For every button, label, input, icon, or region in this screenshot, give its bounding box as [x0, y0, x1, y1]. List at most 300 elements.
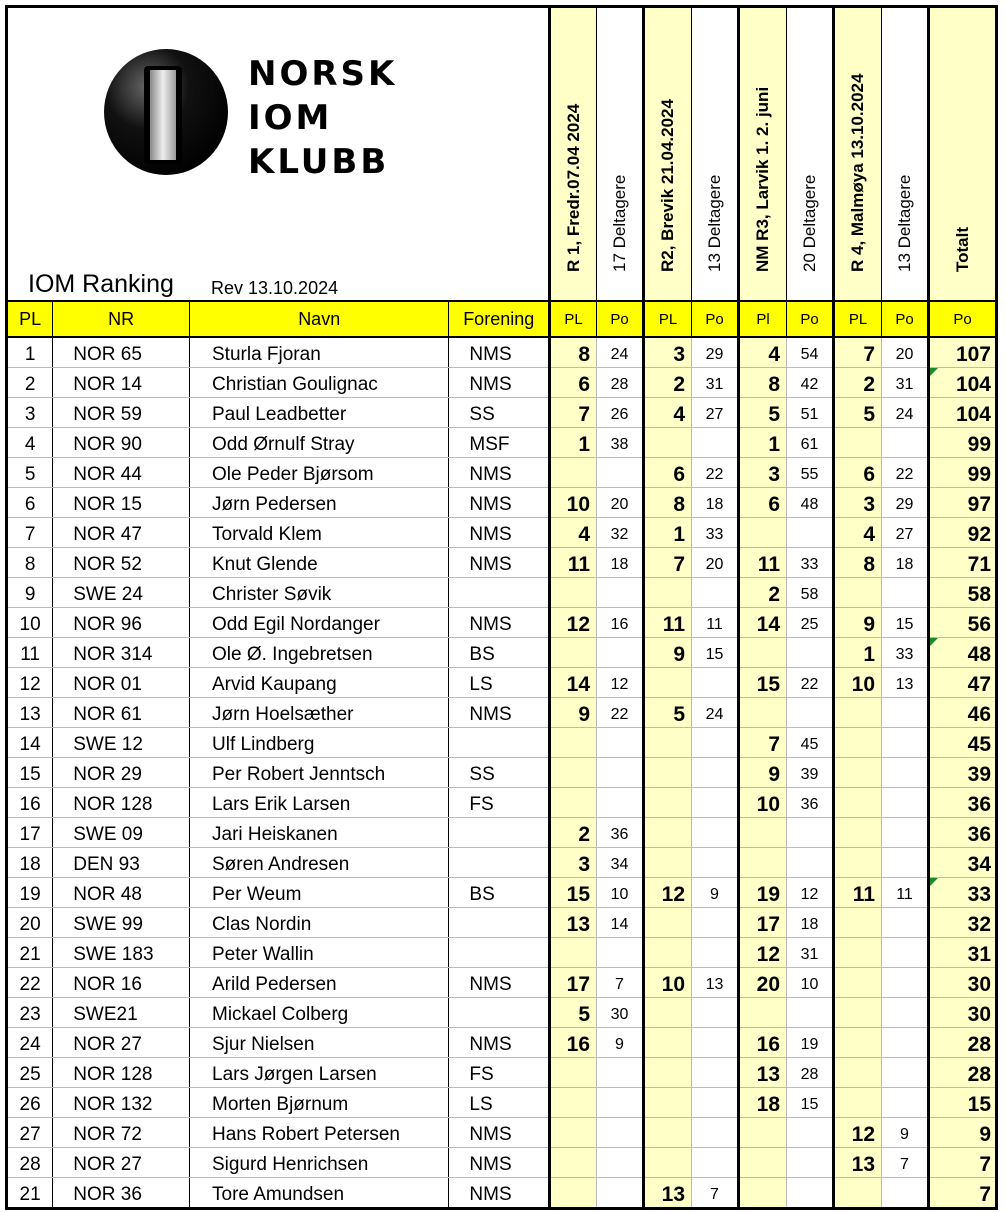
- regatta-3-points-cell: 61: [787, 428, 834, 458]
- regatta-3-points-cell: 48: [787, 488, 834, 518]
- regatta-2-points-cell: 13: [692, 968, 739, 998]
- sail-number-cell: NOR 48: [53, 878, 190, 908]
- name-cell: Lars Erik Larsen: [190, 788, 449, 818]
- regatta-3-points-cell: 19: [787, 1028, 834, 1058]
- total-points-cell: 58: [929, 578, 997, 608]
- total-points-cell: 7: [929, 1178, 997, 1209]
- rank-cell: 21: [19, 1184, 41, 1205]
- table-row: [7, 1058, 997, 1088]
- col-total-po: Po: [929, 301, 997, 337]
- regatta-4-place-cell: 10: [834, 668, 882, 698]
- regatta-2-points-cell: 20: [692, 548, 739, 578]
- regatta-1-place-cell: [550, 1058, 597, 1088]
- sail-number-cell: SWE21: [53, 998, 190, 1028]
- header-row: [7, 7, 997, 302]
- col-r3-pl: Pl: [739, 301, 787, 337]
- regatta-1-place-cell: 11: [550, 548, 597, 578]
- club-cell: LS: [449, 668, 550, 698]
- total-points-cell: 9: [929, 1118, 997, 1148]
- sail-number-cell: NOR 132: [53, 1088, 190, 1118]
- club-cell: FS: [449, 788, 550, 818]
- table-row: [7, 848, 997, 878]
- regatta-4-place-cell: 6: [834, 458, 882, 488]
- regatta-3-place-cell: 18: [739, 1088, 787, 1118]
- logo-line-1: NORSK: [248, 54, 398, 94]
- regatta-4-points-cell: [882, 818, 929, 848]
- regatta-3-place-cell: [739, 998, 787, 1028]
- col-r3-po: Po: [787, 301, 834, 337]
- table-row: [7, 758, 997, 788]
- table-row: [7, 458, 997, 488]
- regatta-2-points-cell: [692, 1028, 739, 1058]
- regatta-2-place-cell: [644, 668, 692, 698]
- rank-cell: 5: [7, 458, 53, 488]
- sail-number-cell: NOR 59: [53, 398, 190, 428]
- club-cell: [449, 848, 550, 878]
- sail-number-cell: NOR 128: [53, 788, 190, 818]
- regatta-1-points-cell: [597, 638, 644, 668]
- total-points-cell: 97: [929, 488, 997, 518]
- regatta-4-points-cell: [882, 998, 929, 1028]
- regatta-4-place-cell: [834, 818, 882, 848]
- regatta-1-place-cell: [550, 728, 597, 758]
- regatta-4-points-cell: [882, 728, 929, 758]
- regatta-1-points-cell: [597, 1058, 644, 1088]
- regatta-2-place-cell: [644, 1118, 692, 1148]
- sail-number-cell: NOR 01: [53, 668, 190, 698]
- regatta-3-points-cell: [787, 698, 834, 728]
- club-cell: NMS: [449, 1148, 550, 1178]
- regatta-2-place-cell: 6: [644, 458, 692, 488]
- regatta-4-place-cell: [834, 1088, 882, 1118]
- sail-number-cell: NOR 36: [53, 1178, 190, 1209]
- regatta-1-points-cell: [597, 758, 644, 788]
- total-points-cell: 46: [929, 698, 997, 728]
- col-r1-po: Po: [597, 301, 644, 337]
- total-points-cell: 107: [929, 337, 997, 368]
- sail-number-cell: DEN 93: [53, 848, 190, 878]
- sail-number-cell: NOR 72: [53, 1118, 190, 1148]
- table-row: [7, 488, 997, 518]
- regatta-1-place-cell: [550, 938, 597, 968]
- regatta-3-place-cell: 1: [739, 428, 787, 458]
- regatta-3-place-cell: 19: [739, 878, 787, 908]
- regatta-2-points-cell: [692, 908, 739, 938]
- rank-cell: 25: [7, 1058, 53, 1088]
- table-row: [7, 938, 997, 968]
- regatta-1-place-cell: [550, 1118, 597, 1148]
- regatta-1-points-cell: 36: [597, 818, 644, 848]
- regatta-4-place-cell: 7: [834, 337, 882, 368]
- rank-cell: 20: [7, 908, 53, 938]
- regatta-4-place-cell: [834, 758, 882, 788]
- regatta-2-points-cell: [692, 428, 739, 458]
- regatta-3-place-cell: [739, 1118, 787, 1148]
- club-cell: NMS: [449, 518, 550, 548]
- regatta-3-place-cell: 10: [739, 788, 787, 818]
- regatta-1-place-cell: 1: [550, 428, 597, 458]
- regatta-3-place-cell: 8: [739, 368, 787, 398]
- rank-cell: 16: [7, 788, 53, 818]
- regatta-1-place-cell: [550, 758, 597, 788]
- name-cell: Odd Ørnulf Stray: [190, 428, 449, 458]
- regatta-4-points-cell: [882, 1028, 929, 1058]
- regatta-2-place-cell: [644, 758, 692, 788]
- regatta-2-points-cell: 18: [692, 488, 739, 518]
- rank-cell: 2: [7, 368, 53, 398]
- regatta-1-place-cell: [550, 638, 597, 668]
- regatta-4-place-cell: 13: [834, 1148, 882, 1178]
- sail-number-cell: NOR 27: [53, 1148, 190, 1178]
- regatta-4-place-cell: [834, 728, 882, 758]
- regatta-4-points-cell: [882, 1088, 929, 1118]
- regatta-4-place-cell: 5: [834, 398, 882, 428]
- regatta-4-place-cell: 1: [834, 638, 882, 668]
- regatta-4-points-cell: [882, 938, 929, 968]
- regatta-1-points-cell: [597, 1088, 644, 1118]
- regatta-1-place-cell: 12: [550, 608, 597, 638]
- name-cell: Jørn Pedersen: [190, 488, 449, 518]
- club-cell: [449, 818, 550, 848]
- name-cell: Sigurd Henrichsen: [190, 1148, 449, 1178]
- club-cell: [449, 938, 550, 968]
- regatta-4-points-cell: 15: [882, 608, 929, 638]
- regatta-3-place-cell: 15: [739, 668, 787, 698]
- table-row: [7, 337, 997, 368]
- rank-cell: 9: [7, 578, 53, 608]
- regatta-2-place-cell: [644, 998, 692, 1028]
- table-row: [7, 908, 997, 938]
- regatta-3-points-cell: 15: [787, 1088, 834, 1118]
- regatta-3-place-cell: [739, 818, 787, 848]
- rank-cell: 22: [7, 968, 53, 998]
- regatta-2-place-cell: [644, 788, 692, 818]
- regatta-1-points-cell: 28: [597, 368, 644, 398]
- club-cell: [449, 578, 550, 608]
- regatta-4-points-cell: [882, 908, 929, 938]
- total-points-cell: 47: [929, 668, 997, 698]
- regatta-2-points-cell: [692, 1058, 739, 1088]
- regatta-4-points-cell: [882, 1058, 929, 1088]
- regatta-4-place-cell: [834, 1028, 882, 1058]
- club-cell: NMS: [449, 488, 550, 518]
- total-points-cell: 104: [929, 368, 997, 398]
- regatta-1-place-cell: 8: [550, 337, 597, 368]
- regatta-1-place-cell: 17: [550, 968, 597, 998]
- club-cell: NMS: [449, 368, 550, 398]
- name-cell: Arild Pedersen: [190, 968, 449, 998]
- regatta-2-header: R2, Brevik 21.04.2024: [644, 7, 692, 302]
- revision-label: Rev 13.10.2024: [211, 278, 339, 298]
- regatta-1-place-cell: 14: [550, 668, 597, 698]
- regatta-2-points-cell: [692, 848, 739, 878]
- name-cell: Lars Jørgen Larsen: [190, 1058, 449, 1088]
- regatta-3-points-cell: 54: [787, 337, 834, 368]
- regatta-3-points-cell: 31: [787, 938, 834, 968]
- rank-cell: 27: [7, 1118, 53, 1148]
- regatta-3-place-cell: 4: [739, 337, 787, 368]
- sail-number-cell: NOR 44: [53, 458, 190, 488]
- rank-cell: 1: [7, 337, 53, 368]
- regatta-2-place-cell: 13: [644, 1178, 692, 1209]
- regatta-4-points-cell: [882, 968, 929, 998]
- club-cell: NMS: [449, 1178, 550, 1209]
- name-cell: Per Robert Jenntsch: [190, 758, 449, 788]
- total-points-cell: 31: [929, 938, 997, 968]
- regatta-1-points-cell: 24: [597, 337, 644, 368]
- regatta-4-place-cell: [834, 698, 882, 728]
- regatta-2-place-cell: 8: [644, 488, 692, 518]
- regatta-4-points-cell: 7: [882, 1148, 929, 1178]
- regatta-4-place-cell: 4: [834, 518, 882, 548]
- regatta-3-place-cell: 2: [739, 578, 787, 608]
- regatta-1-points-cell: [597, 458, 644, 488]
- name-cell: Ole Ø. Ingebretsen: [190, 638, 449, 668]
- regatta-2-place-cell: [644, 1088, 692, 1118]
- total-points-cell: 36: [929, 818, 997, 848]
- table-row: [7, 1178, 997, 1209]
- table-row: [7, 998, 997, 1028]
- table-row: [7, 608, 997, 638]
- regatta-2-points-cell: 9: [692, 878, 739, 908]
- regatta-4-place-cell: 3: [834, 488, 882, 518]
- regatta-1-place-cell: 10: [550, 488, 597, 518]
- regatta-1-header: R 1, Fredr.07.04 2024: [550, 7, 597, 302]
- regatta-2-points-cell: [692, 668, 739, 698]
- table-row: [7, 788, 997, 818]
- regatta-4-place-cell: 8: [834, 548, 882, 578]
- regatta-4-place-cell: 9: [834, 608, 882, 638]
- regatta-3-place-cell: 6: [739, 488, 787, 518]
- regatta-1-points-cell: 20: [597, 488, 644, 518]
- regatta-1-points-cell: 7: [597, 968, 644, 998]
- regatta-4-points-cell: [882, 848, 929, 878]
- table-row: [7, 1148, 997, 1178]
- logo-cell: [7, 7, 550, 302]
- table-row: [7, 1118, 997, 1148]
- col-forening: Forening: [449, 301, 550, 337]
- regatta-2-place-cell: [644, 908, 692, 938]
- regatta-3-points-cell: [787, 818, 834, 848]
- regatta-1-points-cell: [597, 1148, 644, 1178]
- table-row: [7, 1028, 997, 1058]
- rank-cell: 19: [7, 878, 53, 908]
- regatta-4-points-cell: [882, 428, 929, 458]
- club-cell: NMS: [449, 1118, 550, 1148]
- rank-cell: 24: [7, 1028, 53, 1058]
- total-points-cell: 92: [929, 518, 997, 548]
- logo-line-3: KLUBB: [248, 142, 390, 182]
- total-points-cell: 32: [929, 908, 997, 938]
- regatta-3-header: NM R3, Larvik 1. 2. juni: [739, 7, 787, 302]
- sail-number-cell: SWE 12: [53, 728, 190, 758]
- total-points-cell: 39: [929, 758, 997, 788]
- regatta-1-place-cell: 5: [550, 998, 597, 1028]
- col-r2-pl: PL: [644, 301, 692, 337]
- regatta-4-points-cell: 20: [882, 337, 929, 368]
- regatta-3-place-cell: [739, 848, 787, 878]
- regatta-3-points-cell: [787, 1178, 834, 1209]
- name-cell: Morten Bjørnum: [190, 1088, 449, 1118]
- club-cell: SS: [449, 758, 550, 788]
- regatta-3-participants: 20 Deltagere: [787, 7, 834, 302]
- regatta-2-points-cell: [692, 938, 739, 968]
- regatta-2-points-cell: [692, 1088, 739, 1118]
- table-row: [7, 1088, 997, 1118]
- regatta-3-place-cell: [739, 638, 787, 668]
- regatta-4-place-cell: 12: [834, 1118, 882, 1148]
- regatta-4-points-cell: 33: [882, 638, 929, 668]
- regatta-4-place-cell: [834, 848, 882, 878]
- regatta-1-place-cell: 13: [550, 908, 597, 938]
- regatta-3-place-cell: 12: [739, 938, 787, 968]
- rank-cell: 11: [7, 638, 53, 668]
- regatta-3-place-cell: 5: [739, 398, 787, 428]
- sail-number-cell: SWE 99: [53, 908, 190, 938]
- regatta-1-place-cell: [550, 1088, 597, 1118]
- total-points-cell: 28: [929, 1058, 997, 1088]
- regatta-3-place-cell: 9: [739, 758, 787, 788]
- regatta-2-place-cell: 5: [644, 698, 692, 728]
- regatta-2-participants: 13 Deltagere: [692, 7, 739, 302]
- regatta-3-points-cell: [787, 848, 834, 878]
- regatta-2-place-cell: [644, 818, 692, 848]
- regatta-3-place-cell: [739, 698, 787, 728]
- name-cell: Paul Leadbetter: [190, 398, 449, 428]
- total-points-cell: 28: [929, 1028, 997, 1058]
- club-cell: NMS: [449, 548, 550, 578]
- sail-number-cell: NOR 128: [53, 1058, 190, 1088]
- regatta-2-place-cell: 1: [644, 518, 692, 548]
- regatta-2-place-cell: 12: [644, 878, 692, 908]
- regatta-4-points-cell: [882, 758, 929, 788]
- regatta-1-points-cell: [597, 1118, 644, 1148]
- regatta-2-place-cell: [644, 578, 692, 608]
- regatta-1-points-cell: 18: [597, 548, 644, 578]
- regatta-3-place-cell: [739, 1148, 787, 1178]
- regatta-1-points-cell: 34: [597, 848, 644, 878]
- rank-cell: 14: [7, 728, 53, 758]
- total-points-cell: 45: [929, 728, 997, 758]
- col-r1-pl: PL: [550, 301, 597, 337]
- regatta-4-place-cell: [834, 998, 882, 1028]
- regatta-1-participants: 17 Deltagere: [597, 7, 644, 302]
- total-points-cell: 15: [929, 1088, 997, 1118]
- regatta-4-place-cell: [834, 938, 882, 968]
- regatta-2-points-cell: [692, 998, 739, 1028]
- regatta-4-place-cell: [834, 788, 882, 818]
- total-points-cell: 104: [929, 398, 997, 428]
- regatta-3-place-cell: 16: [739, 1028, 787, 1058]
- name-cell: Peter Wallin: [190, 938, 449, 968]
- name-cell: Clas Nordin: [190, 908, 449, 938]
- table-row: [7, 728, 997, 758]
- regatta-3-points-cell: 42: [787, 368, 834, 398]
- name-cell: Jari Heiskanen: [190, 818, 449, 848]
- regatta-1-points-cell: 38: [597, 428, 644, 458]
- club-cell: BS: [449, 638, 550, 668]
- regatta-4-header: R 4, Malmøya 13.10.2024: [834, 7, 882, 302]
- club-cell: [449, 908, 550, 938]
- regatta-4-points-cell: 29: [882, 488, 929, 518]
- sail-number-cell: NOR 15: [53, 488, 190, 518]
- regatta-3-place-cell: 13: [739, 1058, 787, 1088]
- regatta-3-points-cell: 58: [787, 578, 834, 608]
- regatta-3-points-cell: 45: [787, 728, 834, 758]
- club-cell: NMS: [449, 458, 550, 488]
- name-cell: Odd Egil Nordanger: [190, 608, 449, 638]
- regatta-2-place-cell: 9: [644, 638, 692, 668]
- regatta-4-place-cell: [834, 1058, 882, 1088]
- total-points-cell: 56: [929, 608, 997, 638]
- logo-line-2: IOM: [248, 98, 333, 138]
- regatta-3-place-cell: [739, 518, 787, 548]
- regatta-1-place-cell: 3: [550, 848, 597, 878]
- regatta-4-points-cell: [882, 698, 929, 728]
- table-row: [7, 548, 997, 578]
- regatta-3-place-cell: 20: [739, 968, 787, 998]
- regatta-1-place-cell: 9: [550, 698, 597, 728]
- regatta-2-points-cell: 33: [692, 518, 739, 548]
- regatta-3-points-cell: 39: [787, 758, 834, 788]
- table-row: [7, 368, 997, 398]
- total-points-cell: 30: [929, 998, 997, 1028]
- regatta-3-points-cell: 12: [787, 878, 834, 908]
- regatta-4-place-cell: 2: [834, 368, 882, 398]
- name-cell: Per Weum: [190, 878, 449, 908]
- regatta-4-points-cell: 27: [882, 518, 929, 548]
- regatta-1-place-cell: [550, 1178, 597, 1209]
- regatta-3-points-cell: 25: [787, 608, 834, 638]
- sail-number-cell: NOR 27: [53, 1028, 190, 1058]
- club-cell: FS: [449, 1058, 550, 1088]
- col-navn: Navn: [190, 301, 449, 337]
- rank-cell: 15: [7, 758, 53, 788]
- rank-cell: 26: [7, 1088, 53, 1118]
- regatta-3-points-cell: [787, 998, 834, 1028]
- regatta-2-points-cell: 31: [692, 368, 739, 398]
- regatta-4-points-cell: [882, 1178, 929, 1209]
- regatta-3-points-cell: 51: [787, 398, 834, 428]
- sail-number-cell: NOR 61: [53, 698, 190, 728]
- regatta-4-place-cell: [834, 428, 882, 458]
- regatta-1-place-cell: [550, 578, 597, 608]
- club-logo-icon: [98, 44, 234, 180]
- total-points-cell: 7: [929, 1148, 997, 1178]
- name-cell: Arvid Kaupang: [190, 668, 449, 698]
- regatta-3-points-cell: 18: [787, 908, 834, 938]
- table-row: [7, 638, 997, 668]
- regatta-1-place-cell: [550, 458, 597, 488]
- regatta-3-points-cell: 28: [787, 1058, 834, 1088]
- regatta-2-place-cell: [644, 1148, 692, 1178]
- regatta-2-place-cell: [644, 938, 692, 968]
- rank-cell: 18: [7, 848, 53, 878]
- name-cell: Sjur Nielsen: [190, 1028, 449, 1058]
- regatta-1-place-cell: [550, 788, 597, 818]
- table-row: [7, 878, 997, 908]
- total-points-cell: 30: [929, 968, 997, 998]
- logo-text: [248, 52, 397, 184]
- regatta-2-points-cell: [692, 728, 739, 758]
- rank-cell: 13: [7, 698, 53, 728]
- regatta-2-points-cell: 22: [692, 458, 739, 488]
- regatta-1-points-cell: 12: [597, 668, 644, 698]
- name-cell: Hans Robert Petersen: [190, 1118, 449, 1148]
- regatta-2-place-cell: [644, 848, 692, 878]
- regatta-3-points-cell: 22: [787, 668, 834, 698]
- total-points-cell: 99: [929, 458, 997, 488]
